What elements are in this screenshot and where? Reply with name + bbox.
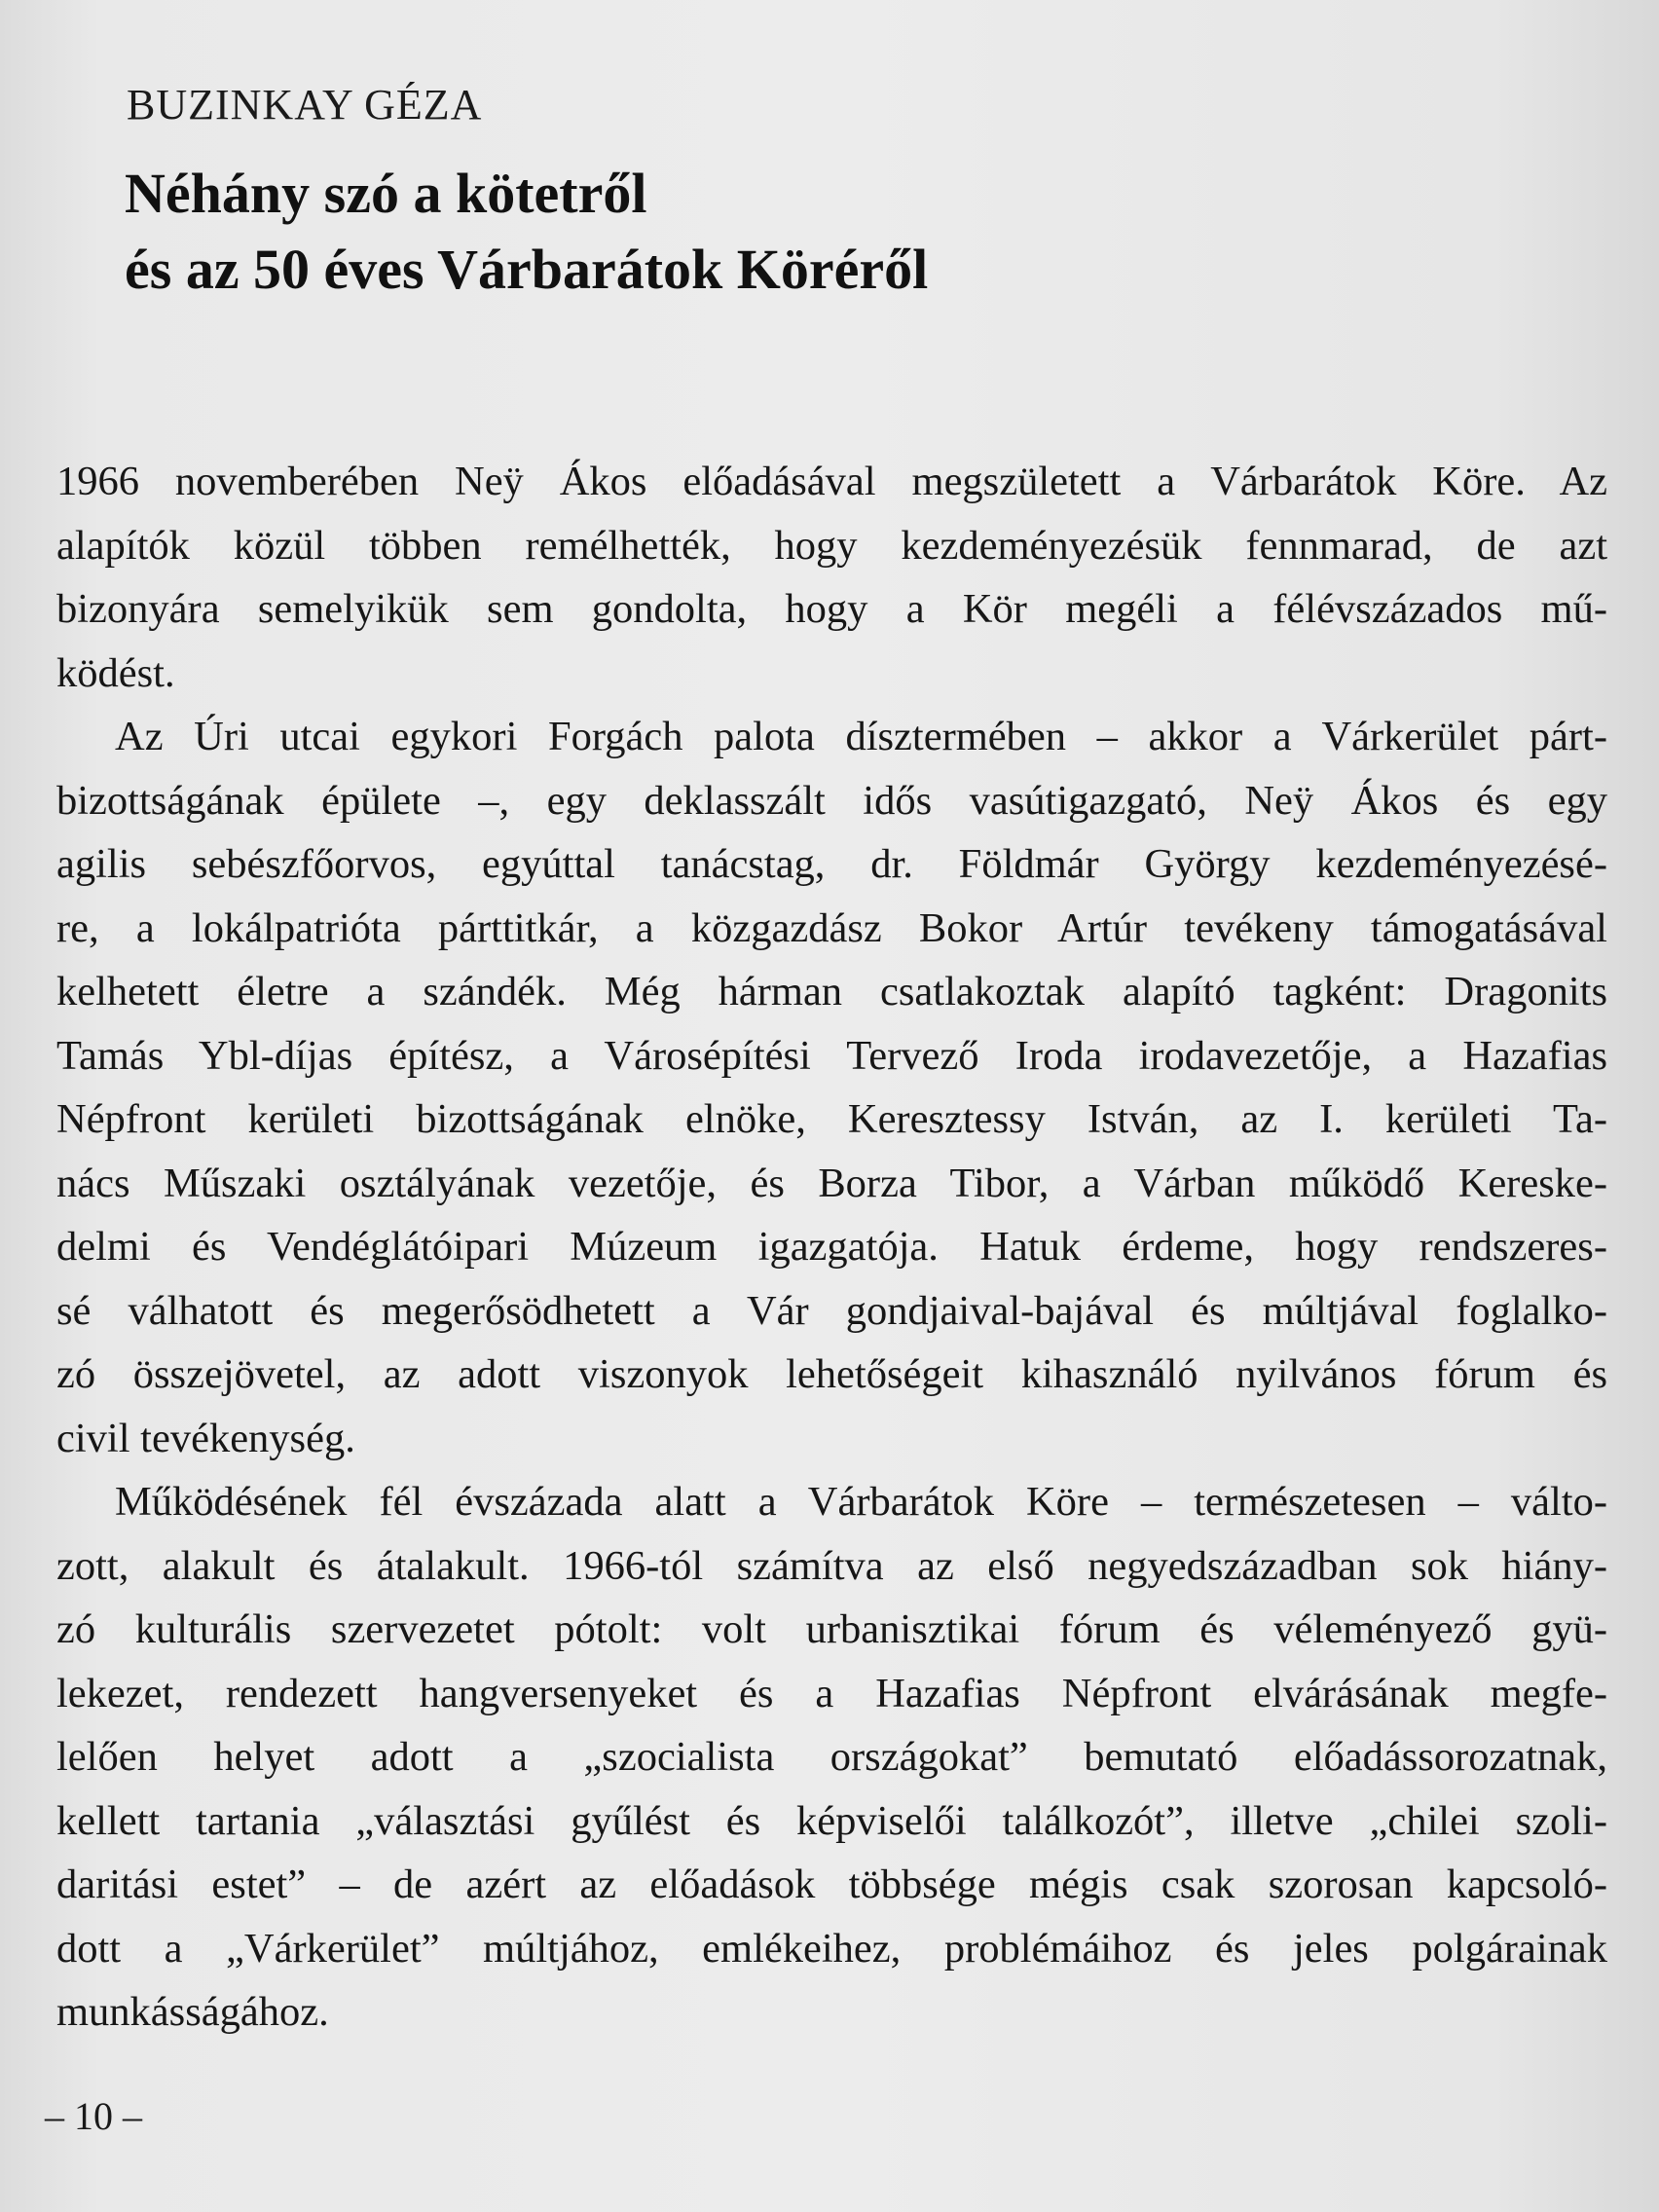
text-line: Az Úri utcai egykori Forgách palota dísztermében – akkor a Várkerület párt- (115, 714, 1607, 759)
text-line: dott a „Várkerület” múltjához, emlékeihez, problémáihoz és jeles polgárainak (56, 1925, 1607, 1972)
text-line: sé válhatott és megerősödhetett a Vár gondjaival-bajával és múltjával foglalko- (56, 1287, 1607, 1334)
text-line: bizottságának épülete –, egy deklasszált idős vasútigazgató, Neÿ Ákos és egy (56, 777, 1607, 824)
title-line-1: Néhány szó a kötetről (125, 162, 647, 225)
title-line-2: és az 50 éves Várbarátok Köréről (125, 238, 929, 301)
text-line: ködést. (56, 649, 175, 696)
text-line: daritási estet” – de azért az előadások többsége mégis csak szorosan kapcsoló- (56, 1862, 1607, 1907)
text-line: re, a lokálpatrióta párttitkár, a közgazdász Bokor Artúr tevékeny támogatásával (56, 904, 1607, 951)
text-line: civil tevékenység. (56, 1415, 355, 1461)
text-line: lekezet, rendezett hangversenyeket és a Hazafias Népfront elvárásának megfe- (56, 1670, 1607, 1716)
text-line: zó kulturális szervezetet pótolt: volt urbanisztikai fórum és véleményező gyü- (56, 1606, 1607, 1652)
text-line: zott, alakult és átalakult. 1966-tól számítva az első negyedszázadban sok hiány- (56, 1542, 1607, 1589)
text-line: agilis sebészfőorvos, egyúttal tanácstag, dr. Földmár György kezdeményezésé- (56, 841, 1607, 887)
paragraph-1 (56, 450, 1607, 705)
text-line: lelően helyet adott a „szocialista országokat” bemutató előadássorozatnak, (56, 1734, 1607, 1780)
page-title (125, 156, 1536, 308)
text-line: delmi és Vendéglátóipari Múzeum igazgatója. Hatuk érdeme, hogy rendszeres- (56, 1224, 1607, 1270)
author-name: BUZINKAY GÉZA (127, 81, 483, 129)
text-line: kellett tartania „választási gyűlést és képviselői találkozót”, illetve „chilei szoli- (56, 1797, 1607, 1844)
page-number: – 10 – (45, 2094, 142, 2138)
text-line: Tamás Ybl-díjas építész, a Városépítési Tervező Iroda irodavezetője, a Hazafias (56, 1032, 1607, 1079)
text-line: Népfront kerületi bizottságának elnöke, Keresztessy István, az I. kerületi Ta- (56, 1096, 1607, 1142)
text-line: bizonyára semelyikük sem gondolta, hogy a Kör megéli a félévszázados mű- (56, 586, 1607, 632)
text-line: 1966 novemberében Neÿ Ákos előadásával megszületett a Várbarátok Köre. Az (56, 459, 1607, 504)
paragraph-2 (56, 705, 1607, 1470)
paragraph-3 (56, 1470, 1607, 2045)
text-line: alapítók közül többen remélhették, hogy kezdeményezésük fennmarad, de azt (56, 522, 1607, 569)
text-line: kelhetett életre a szándék. Még hárman csatlakoztak alapító tagként: Dragonits (56, 969, 1607, 1014)
text-line: zó összejövetel, az adott viszonyok lehetőségeit kihasználó nyilvános fórum és (56, 1351, 1607, 1397)
text-line: munkásságához. (56, 1989, 329, 2035)
article-body (56, 450, 1607, 2045)
text-line: Működésének fél évszázada alatt a Várbarátok Köre – természetesen – válto- (115, 1479, 1607, 1525)
text-line: nács Műszaki osztályának vezetője, és Borza Tibor, a Várban működő Kereske- (56, 1160, 1607, 1206)
